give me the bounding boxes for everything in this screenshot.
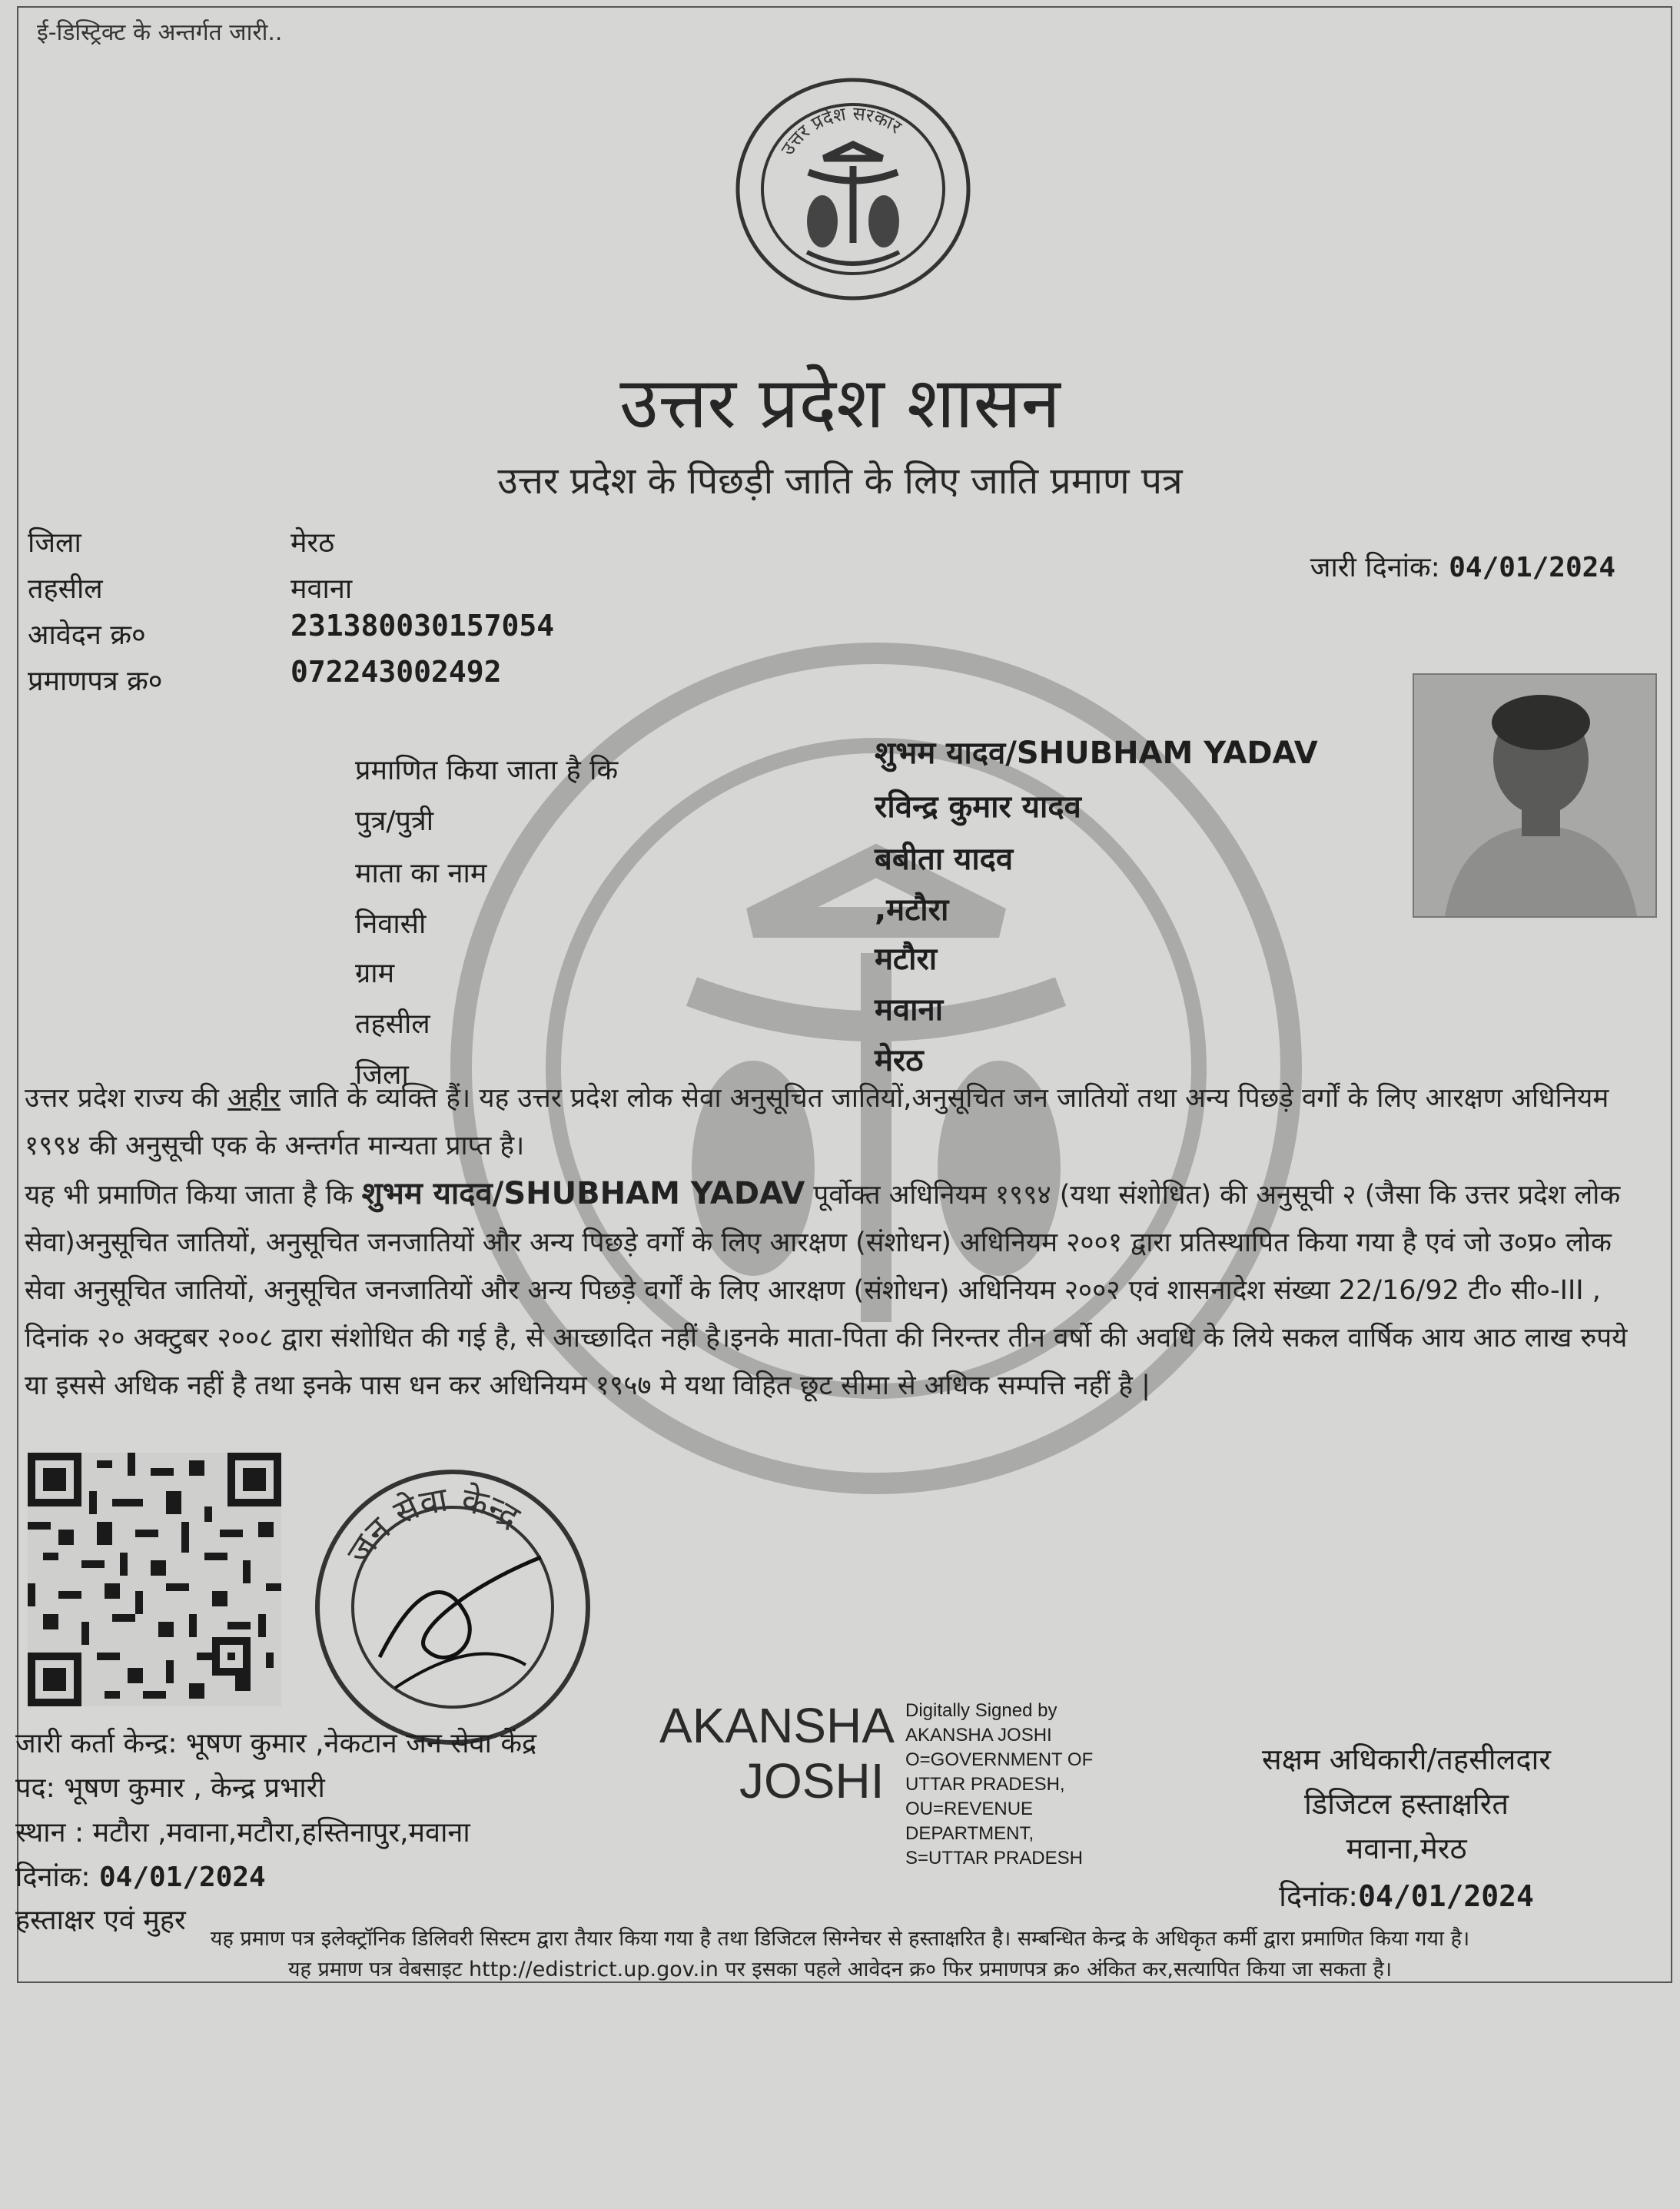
resident-label: निवासी bbox=[355, 909, 427, 940]
applicant-photo bbox=[1413, 673, 1657, 918]
father-name: रविन्द्र कुमार यादव bbox=[875, 789, 1081, 825]
digital-signature-details: Digitally Signed by AKANSHA JOSHI O=GOVERNMENT OF UTTAR PRADESH, OU=REVENUE DEPARTMENT, S=UTTAR PRADESH bbox=[905, 1700, 1094, 1869]
certificate-number-label: प्रमाणपत्र क्र० bbox=[28, 666, 163, 697]
qr-code bbox=[28, 1453, 281, 1706]
issuer-date bbox=[15, 1857, 266, 1895]
officer-title: सक्षम अधिकारी/तहसीलदार bbox=[1262, 1742, 1551, 1776]
caste-name: अहीर bbox=[227, 1083, 281, 1114]
body-text-2: जाति के व्यक्ति हैं। यह उत्तर प्रदेश लोक सेवा अनुसूचित जातियों,अनुसूचित जन जातियों तथा अन्य पिछड़े वर्गों के लिए आरक्षण अधिनियम १९९४ की अनुसूची एक के अन्तर्गत मान्यता प्राप्त है। bbox=[25, 1083, 1609, 1161]
village-label: ग्राम bbox=[355, 958, 395, 989]
certificate-subtitle: उत्तर प्रदेश के पिछड़ी जाति के लिए जाति प्रमाण पत्र bbox=[497, 460, 1183, 503]
son-daughter-label: पुत्र/पुत्री bbox=[355, 806, 434, 837]
officer-date bbox=[1137, 1875, 1675, 1915]
field-district-value: मेरठ bbox=[875, 1043, 924, 1078]
seal-stamp bbox=[310, 1465, 595, 1749]
issue-date-label: जारी दिनांक: bbox=[1310, 552, 1440, 583]
body-text-3: यह भी प्रमाणित किया जाता है कि bbox=[25, 1180, 362, 1211]
issue-date bbox=[1310, 547, 1615, 585]
digital-signer-first-name: AKANSHA bbox=[659, 1698, 895, 1753]
tehsil-value: मवाना bbox=[291, 573, 353, 605]
issuer-date-label: दिनांक: bbox=[15, 1862, 91, 1893]
officer-date-value: 04/01/2024 bbox=[1358, 1879, 1534, 1913]
tehsil-label: तहसील bbox=[28, 573, 103, 605]
svg-text:जन सेवा केन्द्र: जन सेवा केन्द्र bbox=[339, 1480, 526, 1571]
up-government-emblem-icon bbox=[732, 74, 974, 304]
footer-note-2: यह प्रमाण पत्र वेबसाइट http://edistrict.up.gov.in पर इसका पहले आवेदन क्र० फिर प्रमाणपत्र क्र० अंकित कर,सत्यापित किया जा सकता है। bbox=[287, 1958, 1393, 1981]
body-applicant-name: शुभम यादव/SHUBHAM YADAV bbox=[361, 1176, 805, 1211]
footer-note-1: यह प्रमाण पत्र इलेक्ट्रॉनिक डिलिवरी सिस्टम द्वारा तैयार किया गया है तथा डिजिटल सिग्नेचर से हस्ताक्षरित है। सम्बन्धित केन्द्र के अधिकृत कर्मी द्वारा प्रमाणित किया गया है। bbox=[210, 1927, 1470, 1951]
district-label: जिला bbox=[28, 527, 81, 559]
field-district-label: जिला bbox=[355, 1059, 409, 1091]
field-tehsil-label: तहसील bbox=[355, 1008, 430, 1040]
certified-label: प्रमाणित किया जाता है कि bbox=[355, 755, 619, 786]
body-text-1: उत्तर प्रदेश राज्य की bbox=[25, 1083, 228, 1114]
mother-name: बबीता यादव bbox=[875, 842, 1014, 877]
resident-value: ,मटौरा bbox=[875, 892, 949, 928]
village-value: मटौरा bbox=[875, 942, 938, 977]
digitally-signed-label: डिजिटल हस्ताक्षरित bbox=[1304, 1787, 1509, 1821]
svg-text:उत्तर प्रदेश सरकार: उत्तर प्रदेश सरकार bbox=[776, 102, 906, 159]
issuing-center: जारी कर्ता केन्द्र: भूषण कुमार ,नेकटान जन सेवा केंद्र bbox=[15, 1728, 537, 1759]
header-note: ई-डिस्ट्रिक्ट के अन्तर्गत जारी.. bbox=[37, 19, 283, 46]
district-value: मेरठ bbox=[291, 527, 335, 559]
mother-name-label: माता का नाम bbox=[355, 858, 487, 889]
person-photo-icon bbox=[1414, 675, 1655, 916]
issuer-post: पद: भूषण कुमार , केन्द्र प्रभारी bbox=[15, 1772, 325, 1804]
applicant-name: शुभम यादव/SHUBHAM YADAV bbox=[875, 736, 1318, 771]
issuer-place: स्थान : मटौरा ,मवाना,मटौरा,हस्तिनापुर,मवाना bbox=[15, 1817, 470, 1849]
digital-signer-last-name: JOSHI bbox=[739, 1753, 885, 1809]
officer-date-label: दिनांक: bbox=[1279, 1879, 1359, 1913]
certificate-body bbox=[25, 1075, 1655, 1410]
certificate-number-value: 072243002492 bbox=[291, 655, 502, 689]
body-text-4: पूर्वोक्त अधिनियम १९९४ (यथा संशोधित) की अनुसूची २ (जैसा कि उत्तर प्रदेश लोक सेवा)अनुसूचित जातियों, अनुसूचित जनजातियों और अन्य पिछड़े वर्गों के लिए आरक्षण (संशोधन) अधिनियम २००१ द्वारा प्रतिस्थापित किया गया है एवं जो उ०प्र० लोक सेवा अनुसूचित जातियों, अनुसूचित जनजातियों और अन्य पिछड़े वर्गों के लिए आरक्षण (संशोधन) अधिनियम २००२ एवं शासनादेश संख्या 22/16/92 टी० सी०-III , दिनांक २० अक्टुबर २००८ द्वारा संशोधित की गई है, से आच्छादित नहीं है।इनके माता-पिता की निरन्तर तीन वर्षो की अवधि के लिये सकल वार्षिक आय आठ लाख रुपये या इससे अधिक नहीं है तथा इनके पास धन कर अधिनियम १९५७ मे यथा विहित छूट सीमा से अधिक सम्पत्ति नहीं है | bbox=[25, 1180, 1628, 1401]
sign-and-seal-label: हस्ताक्षर एवं मुहर bbox=[15, 1905, 186, 1936]
application-number-label: आवेदन क्र० bbox=[28, 620, 146, 651]
page-title: उत्तर प्रदेश शासन bbox=[619, 362, 1061, 444]
issuer-date-value: 04/01/2024 bbox=[98, 1862, 266, 1893]
application-number-value: 231380030157054 bbox=[291, 609, 555, 643]
issue-date-value: 04/01/2024 bbox=[1449, 552, 1615, 583]
officer-place: मवाना,मेरठ bbox=[1346, 1832, 1467, 1865]
field-tehsil-value: मवाना bbox=[875, 992, 944, 1028]
